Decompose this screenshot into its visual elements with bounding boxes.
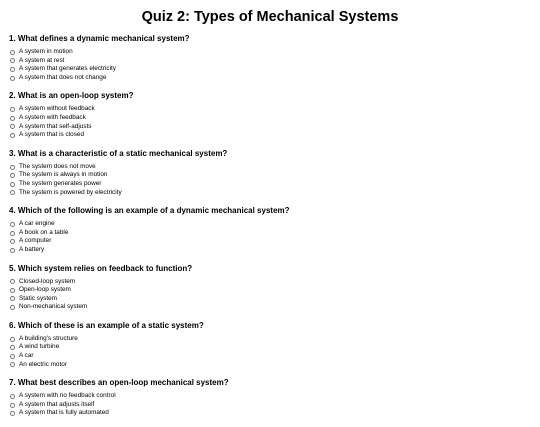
radio-button[interactable] [10, 50, 15, 55]
answer-option[interactable] [9, 286, 529, 295]
question-1 [9, 34, 529, 82]
answer-option-label: A system that is closed [19, 131, 84, 139]
answer-option[interactable] [9, 343, 529, 352]
answer-option[interactable] [9, 237, 529, 246]
answer-option-label: A car [19, 352, 34, 360]
answer-option-label: A system in motion [19, 48, 73, 55]
answer-option-label: A system with feedback [19, 113, 86, 121]
answer-option-label: Open-loop system [19, 286, 71, 294]
answer-option-label: The system does not move [19, 162, 96, 170]
radio-button[interactable] [10, 182, 15, 187]
answer-option[interactable] [9, 401, 529, 410]
radio-button[interactable] [10, 403, 15, 408]
radio-button[interactable] [10, 288, 15, 293]
answer-option-label: A system that adjusts itself [19, 400, 95, 408]
radio-button[interactable] [10, 411, 15, 416]
answer-option[interactable] [9, 361, 529, 370]
answer-option[interactable] [9, 352, 529, 361]
radio-button[interactable] [10, 133, 15, 138]
answer-option-label: A system at rest [19, 56, 65, 64]
answer-option[interactable] [9, 409, 529, 418]
answer-option[interactable] [9, 74, 529, 83]
answer-option[interactable] [9, 189, 529, 198]
answer-option-label: A computer [19, 237, 52, 245]
answer-option[interactable] [9, 163, 529, 172]
radio-button[interactable] [10, 279, 15, 284]
question-title: 2. What is an open-loop system? [9, 91, 134, 101]
answer-option[interactable] [9, 392, 529, 401]
answer-option-label: A book on a table [19, 228, 69, 236]
answer-option-label: A system with no feedback control [19, 392, 116, 400]
question-title: 3. What is a characteristic of a static mechanical system? [9, 148, 228, 158]
answer-option[interactable] [9, 229, 529, 238]
answer-option-label: Non-mechanical system [19, 303, 88, 311]
radio-button[interactable] [10, 165, 15, 170]
radio-button[interactable] [10, 345, 15, 350]
answer-option[interactable] [9, 220, 529, 229]
answer-option-label: The system is always in motion [19, 171, 108, 179]
answer-option-label: A system that is fully automated [19, 409, 109, 417]
radio-button[interactable] [10, 305, 15, 310]
question-2 [9, 91, 529, 139]
radio-button[interactable] [10, 116, 15, 121]
question-title: 7. What best describes an open-loop mechanical system? [9, 378, 229, 388]
radio-button[interactable] [10, 231, 15, 236]
question-list [9, 34, 529, 427]
answer-option[interactable] [9, 246, 529, 255]
answer-option[interactable] [9, 131, 529, 140]
radio-button[interactable] [10, 190, 15, 195]
radio-button[interactable] [10, 67, 15, 72]
question-title: 6. Which of these is an example of a static system? [9, 320, 204, 330]
question-title: 4. Which of the following is an example of a dynamic mechanical system? [9, 206, 290, 216]
answer-option-label: Static system [19, 294, 57, 302]
answer-option-label: A system without feedback [19, 105, 95, 113]
radio-button[interactable] [10, 107, 15, 112]
answer-option-label: A battery [19, 245, 45, 253]
answer-option[interactable] [9, 48, 529, 57]
answer-option[interactable] [9, 180, 529, 189]
answer-option[interactable] [9, 114, 529, 123]
answer-option-label: A system that does not change [19, 73, 107, 81]
answer-option[interactable] [9, 65, 529, 74]
answer-option[interactable] [9, 295, 529, 304]
question-6 [9, 321, 529, 369]
answer-option[interactable] [9, 303, 529, 312]
radio-button[interactable] [10, 362, 15, 367]
question-3 [9, 149, 529, 197]
answer-option-label: A system that generates electricity [19, 65, 116, 73]
answer-option-label: A wind turbine [19, 343, 60, 351]
answer-option[interactable] [9, 335, 529, 344]
answer-option-label: The system generates power [19, 179, 102, 187]
radio-button[interactable] [10, 337, 15, 342]
radio-button[interactable] [10, 394, 15, 399]
answer-option[interactable] [9, 123, 529, 132]
answer-option[interactable] [9, 57, 529, 66]
question-title: 5. Which system relies on feedback to function? [9, 263, 193, 273]
radio-button[interactable] [10, 76, 15, 81]
answer-option-label: Closed-loop system [19, 277, 76, 285]
radio-button[interactable] [10, 354, 15, 359]
radio-button[interactable] [10, 58, 15, 63]
radio-button[interactable] [10, 296, 15, 301]
answer-option[interactable] [9, 278, 529, 287]
answer-option[interactable] [9, 171, 529, 180]
radio-button[interactable] [10, 124, 15, 129]
radio-button[interactable] [10, 173, 15, 178]
answer-option-label: A building's structure [19, 334, 78, 342]
page-title: Quiz 2: Types of Mechanical Systems [141, 9, 399, 25]
question-5 [9, 264, 529, 312]
answer-option-label: A system that self-adjusts [19, 122, 92, 130]
radio-button[interactable] [10, 248, 15, 253]
question-7 [9, 378, 529, 418]
question-4 [9, 206, 529, 254]
answer-option[interactable] [9, 105, 529, 114]
answer-option-label: An electric motor [19, 360, 67, 368]
radio-button[interactable] [10, 222, 15, 227]
answer-option-label: The system is powered by electricity [19, 188, 122, 196]
answer-option-label: A car engine [19, 220, 55, 228]
radio-button[interactable] [10, 239, 15, 244]
question-title: 1. What defines a dynamic mechanical system? [9, 34, 190, 43]
